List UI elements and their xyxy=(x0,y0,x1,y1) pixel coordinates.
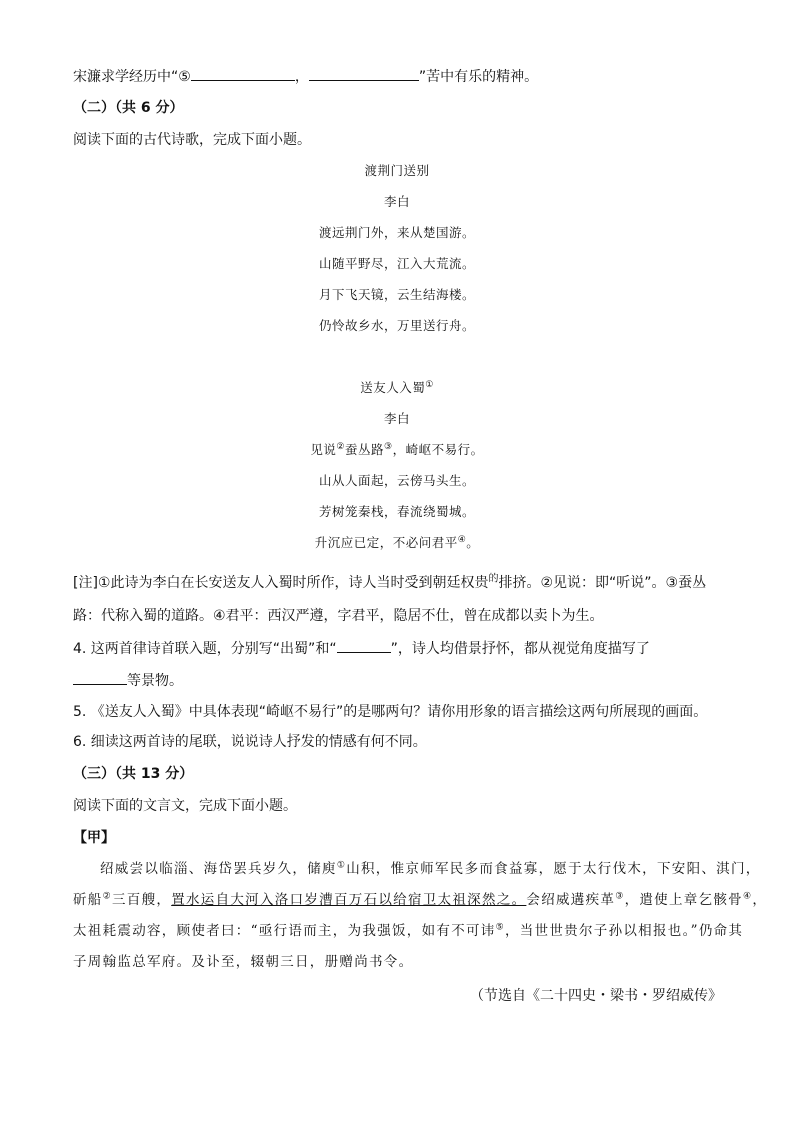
poem-1-line: 渡远荆门外，来从楚国游。 xyxy=(318,225,475,240)
answer-blank-q4-2[interactable] xyxy=(73,669,127,685)
poem-2-line: 见说②蚕丛路③，崎岖不易行。 xyxy=(310,441,484,457)
classical-text-line: 子周翰监总军府。及讣至，辍朝三日，册赠尚书令。 xyxy=(73,954,414,970)
poem-2-line: 升沉应已定，不必问君平④。 xyxy=(314,534,480,550)
footnote-marker: ② xyxy=(336,441,345,452)
answer-blank-1[interactable] xyxy=(191,65,295,81)
poem-1-line: 仍怜故乡水，万里送行舟。 xyxy=(318,318,475,333)
question-3-fill-blank: 宋濂求学经历中“⑤ ， ”苦中有乐的精神。 xyxy=(73,65,538,88)
poem-2-line: 山从人面起，云傍马头生。 xyxy=(318,473,475,488)
section-2-intro: 阅读下面的古代诗歌，完成下面小题。 xyxy=(73,132,311,148)
classical-text-line: 斫船②三百艘，置水运自大河入洛口岁漕百万石以给宿卫太祖深然之。会绍威遘疾革③，遣使上章乞骸骨④， xyxy=(73,891,768,908)
underlined-sentence: 置水运自大河入洛口岁漕百万石以给宿卫太祖深然之。 xyxy=(171,892,527,908)
poem-notes: [注]①此诗为李白在长安送友人入蜀时所作，诗人当时受到朝廷权贵$^的$排挤。②见说：即“听说”。③蚕丛 xyxy=(73,573,707,591)
poem-1-line: 山随平野尽，江入大荒流。 xyxy=(318,256,475,271)
poem-2-title: 送友人入蜀① xyxy=(360,379,434,395)
poem-2-line: 芳树笼秦栈，春流绕蜀城。 xyxy=(318,504,475,519)
footnote-marker: ③ xyxy=(384,441,393,452)
question-4: 4. 这两首律诗首联入题，分别写“出蜀”和“ ”，诗人均借景抒怀，都从视觉角度描写了 xyxy=(73,637,650,660)
footnote-marker: ① xyxy=(336,860,347,871)
answer-blank-2[interactable] xyxy=(309,65,419,81)
answer-blank-q4-1[interactable] xyxy=(337,637,391,653)
section-3-intro: 阅读下面的文言文，完成下面小题。 xyxy=(73,798,297,814)
question-6: 6. 细读这两首诗的尾联，说说诗人抒发的情感有何不同。 xyxy=(73,734,427,750)
poem-1-title: 渡荆门送别 xyxy=(364,163,430,178)
poem-notes-continued: 路：代称入蜀的道路。④君平：西汉严遵，字君平，隐居不仕，曾在成都以卖卜为生。 xyxy=(73,608,604,624)
poem-2-author: 李白 xyxy=(383,411,410,426)
poem-1-author: 李白 xyxy=(383,194,410,209)
footnote-marker: ④ xyxy=(457,534,467,545)
footnote-marker: ② xyxy=(102,891,112,902)
footnote-marker: ① xyxy=(425,379,434,390)
classical-text-line: 绍威尝以临淄、海岱罢兵岁久，储庾①山积，惟京师军民多而食益寡，愿于太行伐木，下安阳、淇门， xyxy=(100,860,761,877)
source-citation: （节选自《二十四史・梁书・罗绍威传》 xyxy=(470,988,722,1004)
question-5: 5. 《送友人入蜀》中具体表现“崎岖不易行”的是哪两句？请你用形象的语言描绘这两句所展现的画面。 xyxy=(73,704,708,720)
question-4-continued: 等景物。 xyxy=(73,669,183,692)
classical-text-line: 太祖耗震动容，顾使者曰：“亟行语而主，为我强饭，如有不可讳⑤，当世世贵尔子孙以相报也。”仍命其 xyxy=(73,922,744,939)
footnote-marker: ⑤ xyxy=(495,922,505,933)
text-a-label: 【甲】 xyxy=(73,830,115,846)
section-3-heading: （三）（共 13 分） xyxy=(73,766,194,782)
poem-1-line: 月下飞天镜，云生结海楼。 xyxy=(318,287,475,302)
section-2-heading: （二）（共 6 分） xyxy=(73,100,184,116)
footnote-marker: ④ xyxy=(742,891,753,902)
footnote-marker: ③ xyxy=(615,891,625,902)
